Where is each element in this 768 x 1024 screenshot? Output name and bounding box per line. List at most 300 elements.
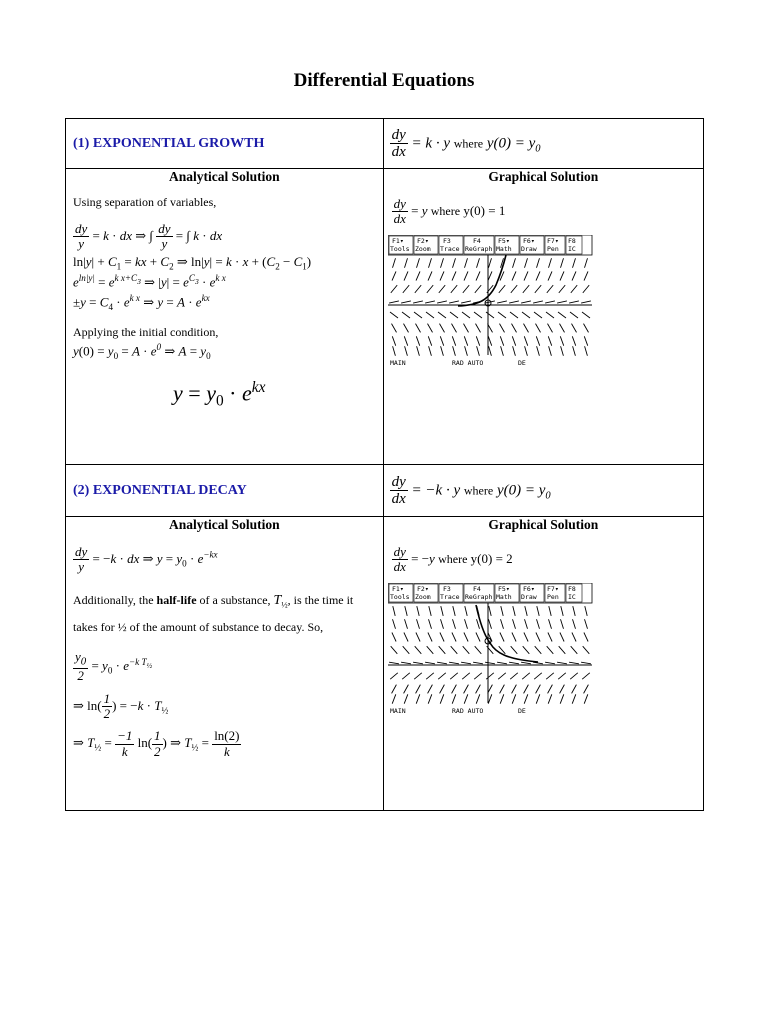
svg-text:F3: F3 [442,236,451,245]
slope-segment [476,258,479,268]
section1-heading: (1) EXPONENTIAL GROWTH [66,119,384,169]
section2-graphical-heading: Graphical Solution [488,517,599,532]
slope-segment [440,336,443,345]
slope-segment [572,258,575,268]
slope-segment [558,312,566,318]
slope-segment [401,300,411,302]
slope-segment [439,323,444,332]
section2-graph-equation: $\frac{dy}{dx}$ = −y where y(0) = 2 [393,544,513,575]
section1-intro-text: Using separation of variables, [73,195,217,209]
slope-segment [461,300,471,302]
section2-calculator-screen [388,583,596,715]
slope-segment [404,271,408,280]
separation-equation: $\frac{dy}{y}$ = k · dx ⇒ ∫ $\frac{dy}{y}$ = ∫ k · dx [75,221,223,252]
slope-segment [521,300,531,302]
half-life-log-equation: ⇒ ln( $\frac{1}{2}$ ) = $-k \cdot T_{\frac{1}{2}}$ [73,690,169,722]
slope-segment [536,606,538,616]
slope-segment [548,271,552,280]
slope-segment [582,646,589,654]
calc-status-mode: RAD AUTO [451,706,483,715]
slope-segment [572,606,574,616]
slope-segment [583,323,588,332]
slope-segment [524,336,527,345]
slope-segment [512,258,515,268]
slope-segment [548,336,551,345]
slope-segment [416,336,419,345]
svg-text:Draw: Draw [520,244,537,253]
page-title: Differential Equations [293,70,475,91]
slope-segment [440,619,443,629]
slope-segment [440,346,443,356]
slope-segment [475,632,479,641]
slope-segment [524,258,527,268]
slope-segment [426,646,433,654]
svg-text:Tools: Tools [389,592,410,601]
slope-segment [389,662,399,664]
slope-segment [474,285,480,293]
slope-segment [524,694,528,703]
slope-segment [428,346,431,356]
slope-segment [464,606,466,616]
slope-segment [438,646,445,654]
slope-segment [510,312,518,318]
slope-segment [426,312,434,318]
slope-segment [535,323,540,332]
slope-segment [522,312,530,318]
slope-segment [392,619,395,629]
slope-segment [403,632,407,641]
half-life-setup-equation: $\frac{y_0}{2}$ = $y_0 \cdot e^{-k T_{\frac{1}{2}}}$ [75,648,153,684]
slope-segment [488,619,491,629]
slope-segment [488,606,490,616]
slope-segment [428,619,431,629]
slope-segment [402,646,409,654]
section2-heading: (2) EXPONENTIAL DECAY [66,465,384,517]
svg-text:F1▾: F1▾ [391,236,404,245]
slope-segment [536,258,539,268]
slope-segment [428,606,430,616]
slope-segment [572,694,576,703]
slope-segment [570,312,578,318]
slope-segment [416,258,419,268]
slope-segment [415,684,420,693]
calc-status-de: DE [517,706,526,715]
slope-segment [401,662,411,664]
slope-segment [569,300,579,302]
slope-segment [582,312,590,318]
svg-text:F2▾: F2▾ [416,584,429,593]
svg-text:F5▾: F5▾ [497,584,510,593]
slope-segment [413,662,423,664]
slope-segment [512,694,516,703]
section1-analytical-heading: Analytical Solution [168,169,280,184]
slope-segment [570,672,578,678]
slope-segment [584,258,587,268]
slope-segment [427,632,431,641]
section2-analytical-heading: Analytical Solution [168,517,280,532]
slope-segment [558,285,564,293]
svg-text:F2▾: F2▾ [416,236,429,245]
slope-segment [440,271,444,280]
slope-segment [462,646,469,654]
slope-segment [425,300,435,302]
slope-segment [560,606,562,616]
slope-segment [500,336,503,345]
slope-segment [452,346,455,356]
svg-text:F4: F4 [472,584,481,593]
slope-segment [440,694,444,703]
slope-segment [486,312,494,318]
slope-segment [557,662,567,664]
section2-where: where [463,482,494,497]
slope-segment [426,672,434,678]
slope-segment [536,271,540,280]
slope-segment [474,646,481,654]
slope-segment [416,619,419,629]
slope-segment [560,258,563,268]
decay-slope-field [389,606,591,704]
slope-segment [440,258,443,268]
half-life-text: Additionally, the half-life of a substance, $T_{\frac{1}{2}}$, is the time it takes for ½ of the amount of substance to decay. So, [73,592,354,634]
slope-segment [524,606,526,616]
slope-segment [581,300,591,302]
slope-segment [512,346,515,356]
slope-segment [402,285,408,293]
slope-segment [499,684,504,693]
slope-segment [464,271,468,280]
slope-segment [547,323,552,332]
slope-segment [536,336,539,345]
slope-segment [440,606,442,616]
section1-graphical [383,169,703,465]
slope-segment [512,606,514,616]
slope-segment [437,300,447,302]
slope-segment [438,672,446,678]
slope-segment [403,684,408,693]
slope-segment [559,684,564,693]
slope-segment [571,323,576,332]
svg-text:F6▾: F6▾ [522,236,535,245]
svg-text:F3: F3 [442,584,451,593]
half-life-result-equation: ⇒ $T_{\frac{1}{2}}$ = $\frac{-1}{k}$ ln( $\frac{1}{2}$ ) ⇒ $T_{\frac{1}{2}}$ = $\frac{\ln(2)}{k}$ [73,728,240,759]
slope-segment [485,662,495,664]
slope-segment [558,672,566,678]
slope-segment [500,606,502,616]
slope-segment [474,312,482,318]
initial-condition-equation: $y(0) = y_0 = A \cdot e^0$ ⇒ $A = y_0$ [73,342,211,362]
slope-segment [414,672,422,678]
slope-segment [569,662,579,664]
slope-segment [414,646,421,654]
slope-segment [498,285,504,293]
slope-segment [584,606,586,616]
svg-text:F8: F8 [567,236,576,245]
slope-segment [402,312,410,318]
slope-segment [571,684,576,693]
section1-graphical-heading: Graphical Solution [488,169,599,184]
slope-segment [584,271,588,280]
slope-segment [391,323,396,332]
svg-text:F7▾: F7▾ [546,236,559,245]
slope-segment [488,271,492,280]
slope-segment [524,271,528,280]
slope-segment [512,619,515,629]
slope-segment [464,258,467,268]
slope-segment [498,672,506,678]
slope-segment [404,258,407,268]
slope-segment [450,312,458,318]
slope-segment [486,672,494,678]
slope-segment [427,323,432,332]
slope-segment [497,662,507,664]
slope-segment [536,619,539,629]
slope-segment [547,684,552,693]
slope-segment [522,646,529,654]
section2-analytical [66,517,384,811]
slope-segment [488,258,491,268]
slope-segment [416,346,419,356]
slope-segment [463,632,467,641]
slope-segment [536,346,539,356]
slope-segment [428,258,431,268]
integration-equation: $\ln|y| + C_1$ = kx + $C_2$ ⇒ $\ln|y| = k \cdot x + (C_2 - C_1)$ [73,253,312,272]
slope-segment [402,672,410,678]
slope-segment [572,271,576,280]
slope-segment [572,336,575,345]
slope-segment [392,606,394,616]
slope-segment [476,346,479,356]
slope-segment [425,662,435,664]
slope-segment [404,619,407,629]
slope-segment [451,684,456,693]
slope-segment [428,271,432,280]
slope-segment [451,323,456,332]
slope-segment [546,646,553,654]
svg-text:Math: Math [495,244,512,253]
slope-segment [392,694,396,703]
slope-segment [511,323,516,332]
svg-text:Pen: Pen [546,592,559,601]
calc-status-de: DE [517,358,526,367]
slope-segment [452,336,455,345]
svg-text:IC: IC [567,244,576,253]
slope-segment [451,632,455,641]
slope-segment [533,300,543,302]
svg-text:F4: F4 [472,236,481,245]
slope-segment [583,684,588,693]
slope-segment [523,632,527,641]
slope-segment [498,312,506,318]
slope-segment [389,300,399,302]
slope-segment [510,646,517,654]
slope-segment [403,323,408,332]
slope-segment [463,323,468,332]
slope-segment [390,285,396,293]
slope-segment [404,346,407,356]
section1-graph-equation: $\frac{dy}{dx}$ = y where y(0) = 1 [393,196,506,227]
slope-segment [450,285,456,293]
slope-segment [462,312,470,318]
slope-segment [534,672,542,678]
section1-analytical [66,169,384,465]
calc-status-mode: RAD AUTO [451,358,483,367]
slope-segment [584,694,588,703]
slope-segment [546,312,554,318]
growth-solution-equation: $y = y_0 \cdot e^{kx}$ [173,379,266,411]
slope-segment [500,619,503,629]
slope-segment [524,346,527,356]
slope-segment [560,694,564,703]
section1-applying-text: Applying the initial condition, [73,325,219,340]
slope-segment [415,323,420,332]
slope-segment [548,694,552,703]
slope-segment [476,694,480,703]
slope-segment [536,694,540,703]
slope-segment [426,285,432,293]
slope-segment [416,606,418,616]
slope-segment [413,300,423,302]
slope-segment [427,684,432,693]
section1-equation: $\frac{dy}{dx}$ = k · y where $y(0) = y_0$ [383,119,703,169]
calc-status-main: MAIN [389,358,406,367]
slope-segment [510,672,518,678]
svg-text:Math: Math [495,592,512,601]
svg-text:Trace: Trace [439,244,460,253]
slope-segment [512,336,515,345]
slope-segment [416,271,420,280]
section1-calculator-screen [388,235,596,367]
slope-segment [558,646,565,654]
slope-segment [476,271,480,280]
section2-graphical [383,517,703,811]
slope-segment [571,632,575,641]
slope-segment [464,336,467,345]
svg-text:Draw: Draw [520,592,537,601]
slope-segment [560,619,563,629]
slope-segment [546,672,554,678]
slope-segment [475,323,480,332]
slope-segment [449,300,459,302]
slope-segment [545,662,555,664]
slope-segment [392,346,395,356]
slope-segment [560,271,564,280]
growth-slope-field [389,258,591,356]
slope-segment [404,606,406,616]
slope-segment [476,619,479,629]
slope-segment [438,312,446,318]
slope-segment [509,300,519,302]
slope-segment [548,619,551,629]
general-solution-equation: $\pm y = C_4 \cdot e^{k x}$ ⇒ $y = A \cdot e^{kx}$ [73,292,210,312]
svg-text:Trace: Trace [439,592,460,601]
slope-segment [439,632,443,641]
slope-segment [534,646,541,654]
svg-text:F5▾: F5▾ [497,236,510,245]
slope-segment [560,336,563,345]
slope-segment [572,346,575,356]
slope-segment [404,694,408,703]
slope-segment [545,300,555,302]
slope-segment [524,619,527,629]
slope-segment [584,619,587,629]
slope-segment [404,336,407,345]
slope-segment [499,632,503,641]
svg-text:F1▾: F1▾ [391,584,404,593]
slope-segment [414,312,422,318]
slope-segment [390,646,397,654]
slope-segment [462,285,468,293]
slope-segment [584,346,587,356]
slope-segment [462,672,470,678]
slope-segment [464,694,468,703]
slope-segment [476,336,479,345]
slope-segment [473,662,483,664]
slope-segment [582,672,590,678]
svg-text:ReGraph: ReGraph [464,244,492,253]
slope-segment [416,694,420,703]
slope-segment [557,300,567,302]
slope-segment [392,336,395,345]
slope-segment [584,336,587,345]
slope-segment [391,632,395,641]
slope-segment [488,346,491,356]
slope-segment [510,285,516,293]
svg-text:F8: F8 [567,584,576,593]
slope-segment [474,672,482,678]
equations-table [65,118,704,811]
slope-segment [512,271,516,280]
slope-segment [439,684,444,693]
slope-segment [523,323,528,332]
slope-segment [522,672,530,678]
slope-segment [463,684,468,693]
slope-segment [461,662,471,664]
slope-segment [415,632,419,641]
svg-text:Zoom: Zoom [414,592,431,601]
slope-segment [521,662,531,664]
slope-segment [547,632,551,641]
slope-segment [546,285,552,293]
slope-segment [488,336,491,345]
calc-status-main: MAIN [389,706,406,715]
slope-segment [452,694,456,703]
slope-segment [582,285,588,293]
slope-segment [391,684,396,693]
svg-text:IC: IC [567,592,576,601]
slope-segment [450,646,457,654]
slope-segment [452,619,455,629]
slope-segment [523,684,528,693]
slope-segment [572,619,575,629]
slope-segment [509,662,519,664]
slope-segment [464,346,467,356]
slope-segment [499,323,504,332]
slope-segment [548,346,551,356]
slope-segment [511,684,516,693]
slope-segment [452,271,456,280]
slope-segment [570,285,576,293]
slope-segment [450,672,458,678]
slope-segment [559,323,564,332]
slope-segment [464,619,467,629]
slope-segment [475,684,480,693]
slope-segment [437,662,447,664]
slope-segment [522,285,528,293]
slope-segment [548,606,550,616]
slope-segment [428,336,431,345]
slope-segment [452,258,455,268]
slope-segment [390,312,398,318]
